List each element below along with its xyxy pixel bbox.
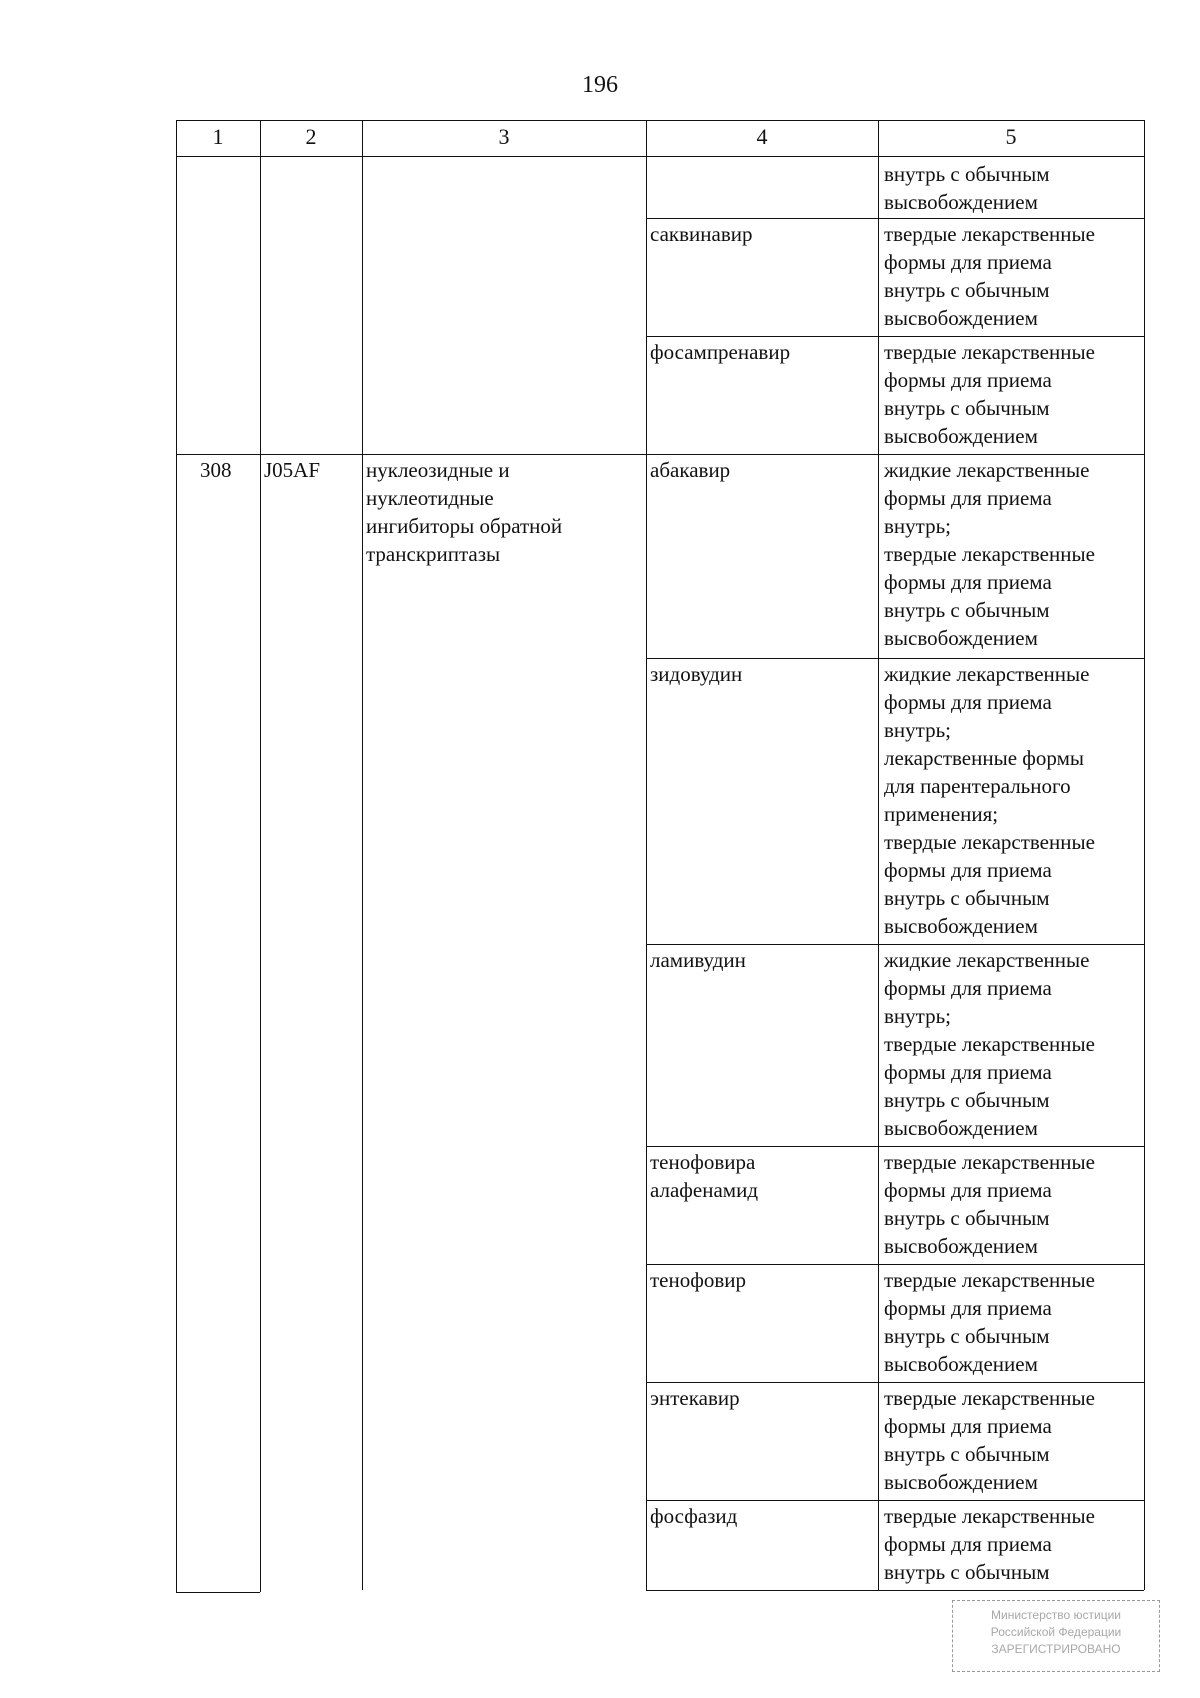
form-cell: внутрь с обычным высвобождением — [884, 162, 1050, 214]
row-divider — [646, 944, 1144, 945]
column-header-5: 5 — [1005, 124, 1017, 149]
column-border — [176, 120, 177, 1592]
column-border — [646, 120, 647, 1590]
form-cell: твердые лекарственные формы для приема внутрь с обычным высвобождением — [884, 1268, 1095, 1376]
stamp-line: Российской Федерации — [990, 1625, 1122, 1639]
drug-name-cell: фосфазид — [650, 1504, 738, 1528]
drug-name-cell: ламивудин — [650, 948, 746, 972]
form-cell: жидкие лекарственные формы для приема внутрь; твердые лекарственные формы для приема внутрь с обычным высвобождением — [884, 458, 1095, 650]
stamp-line: ЗАРЕГИСТРИРОВАНО — [991, 1642, 1121, 1656]
column-header-1: 1 — [212, 124, 224, 149]
column-border — [878, 120, 879, 1590]
row-divider — [646, 658, 1144, 659]
form-cell: твердые лекарственные формы для приема внутрь с обычным высвобождением — [884, 340, 1095, 448]
table-bottom-right — [646, 1590, 1144, 1591]
column-header-4: 4 — [756, 124, 768, 149]
row-divider — [646, 336, 1144, 337]
group-divider — [176, 454, 1144, 455]
table-border-top — [176, 120, 1144, 121]
table-bottom-left — [176, 1592, 260, 1593]
form-cell: жидкие лекарственные формы для приема внутрь; твердые лекарственные формы для приема внутрь с обычным высвобождением — [884, 948, 1095, 1140]
column-border — [1144, 120, 1145, 1590]
drug-name-cell: энтекавир — [650, 1386, 740, 1410]
stamp-line: Министерство юстиции — [991, 1608, 1121, 1622]
row-divider — [646, 218, 1144, 219]
row-divider — [646, 1146, 1144, 1147]
group-name-cell: нуклеозидные и нуклеотидные ингибиторы обратной транскриптазы — [366, 458, 563, 566]
header-divider — [176, 156, 1144, 157]
drug-name-cell: зидовудин — [650, 662, 743, 686]
row-divider — [646, 1500, 1144, 1501]
column-border — [260, 120, 261, 1592]
drug-name-cell: фосампренавир — [650, 340, 791, 364]
form-cell: жидкие лекарственные формы для приема внутрь; лекарственные формы для парентерального применения; твердые лекарственные формы для приема внутрь с обычным высвобождением — [884, 662, 1095, 938]
column-header-2: 2 — [305, 124, 317, 149]
drug-name-cell: саквинавир — [650, 222, 753, 246]
registration-stamp — [952, 1600, 1160, 1672]
form-cell: твердые лекарственные формы для приема внутрь с обычным высвобождением — [884, 1150, 1095, 1258]
row-divider — [646, 1382, 1144, 1383]
column-border — [362, 120, 363, 1590]
drug-name-cell: тенофовир — [650, 1268, 746, 1292]
column-header-3: 3 — [498, 124, 510, 149]
row-divider — [646, 1264, 1144, 1265]
page-number: 196 — [582, 72, 618, 98]
form-cell: твердые лекарственные формы для приема внутрь с обычным высвобождением — [884, 222, 1095, 330]
drug-name-cell: тенофовира алафенамид — [650, 1150, 759, 1202]
form-cell: твердые лекарственные формы для приема внутрь с обычным высвобождением — [884, 1386, 1095, 1494]
group-number-cell: 308 — [200, 458, 232, 482]
atc-code-cell: J05AF — [264, 458, 321, 482]
drug-name-cell: абакавир — [650, 458, 731, 482]
form-cell: твердые лекарственные формы для приема внутрь с обычным — [884, 1504, 1095, 1584]
